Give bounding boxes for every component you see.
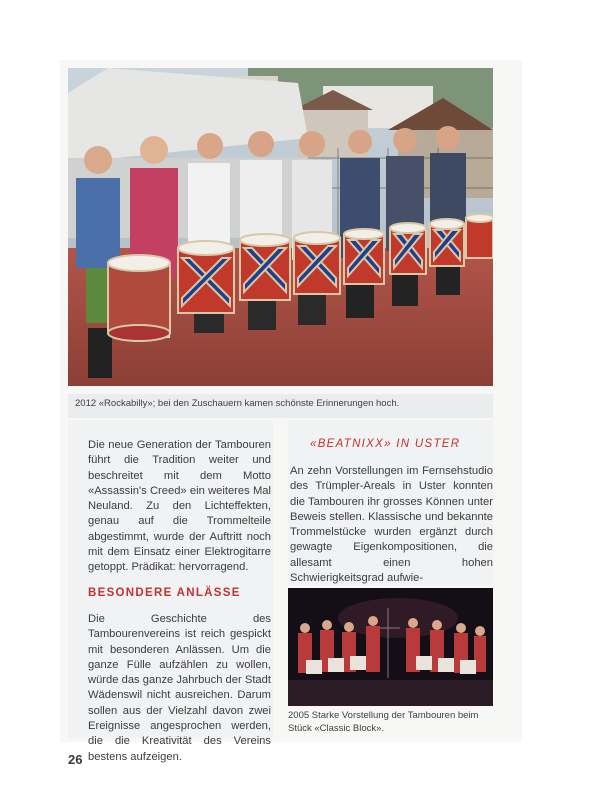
- section-heading-besondere-anlaesse: BESONDERE ANLÄSSE: [88, 587, 241, 599]
- top-photo-caption-band: [68, 394, 493, 418]
- bottom-photo-caption: 2005 Starke Vorstellung der Tambouren beim Stück «Classic Block».: [288, 710, 479, 734]
- page-number: 26: [68, 752, 83, 767]
- stage-performance-photo: [288, 588, 493, 706]
- section-heading-beatnixx: «BEATNIXX» IN USTER: [310, 438, 461, 450]
- top-photo-caption: 2012 «Rockabilly»; bei den Zuschauern kamen schönste Erinnerungen hoch.: [75, 398, 400, 409]
- left-paragraph-2: Die Geschichte des Tambourenvereins ist reich gespickt mit besonderen Anlässen. Um die ganze Fülle aufzählen zu wollen, würde das ganze Jahrbuch der Stadt Wädenswil nicht ausreichen. Darum sollen aus der Vielzahl davon zwei Ereignisse angesprochen werden, die die Kreativität des Vereins bestens aufzeigen.: [88, 613, 271, 763]
- right-paragraph: An zehn Vorstellungen im Fernsehstudio des Trümpler-Areals in Uster konnten die Tambouren ihr grosses Können unter Beweis stellen. Klassische und bekannte Trommelstücke wurden ergänzt durch gewagte Eigenkompositionen, die allesamt einen hohen Schwierigkeitsgrad aufwie-: [290, 465, 493, 585]
- drummers-parade-photo: [68, 68, 493, 386]
- left-paragraph-1: Die neue Generation der Tambouren führt die Tradition weiter und beschreitet mit dem Motto «Assassin's Creed» ein weiteres Mal Neuland. Zu den Lichteffekten, genau auf die Trommelteile abgestimmt, wurde der Auftritt noch mit dem Einsatz einer Elektrogitarre getoppt. Prädikat: hervorragend.: [88, 439, 271, 574]
